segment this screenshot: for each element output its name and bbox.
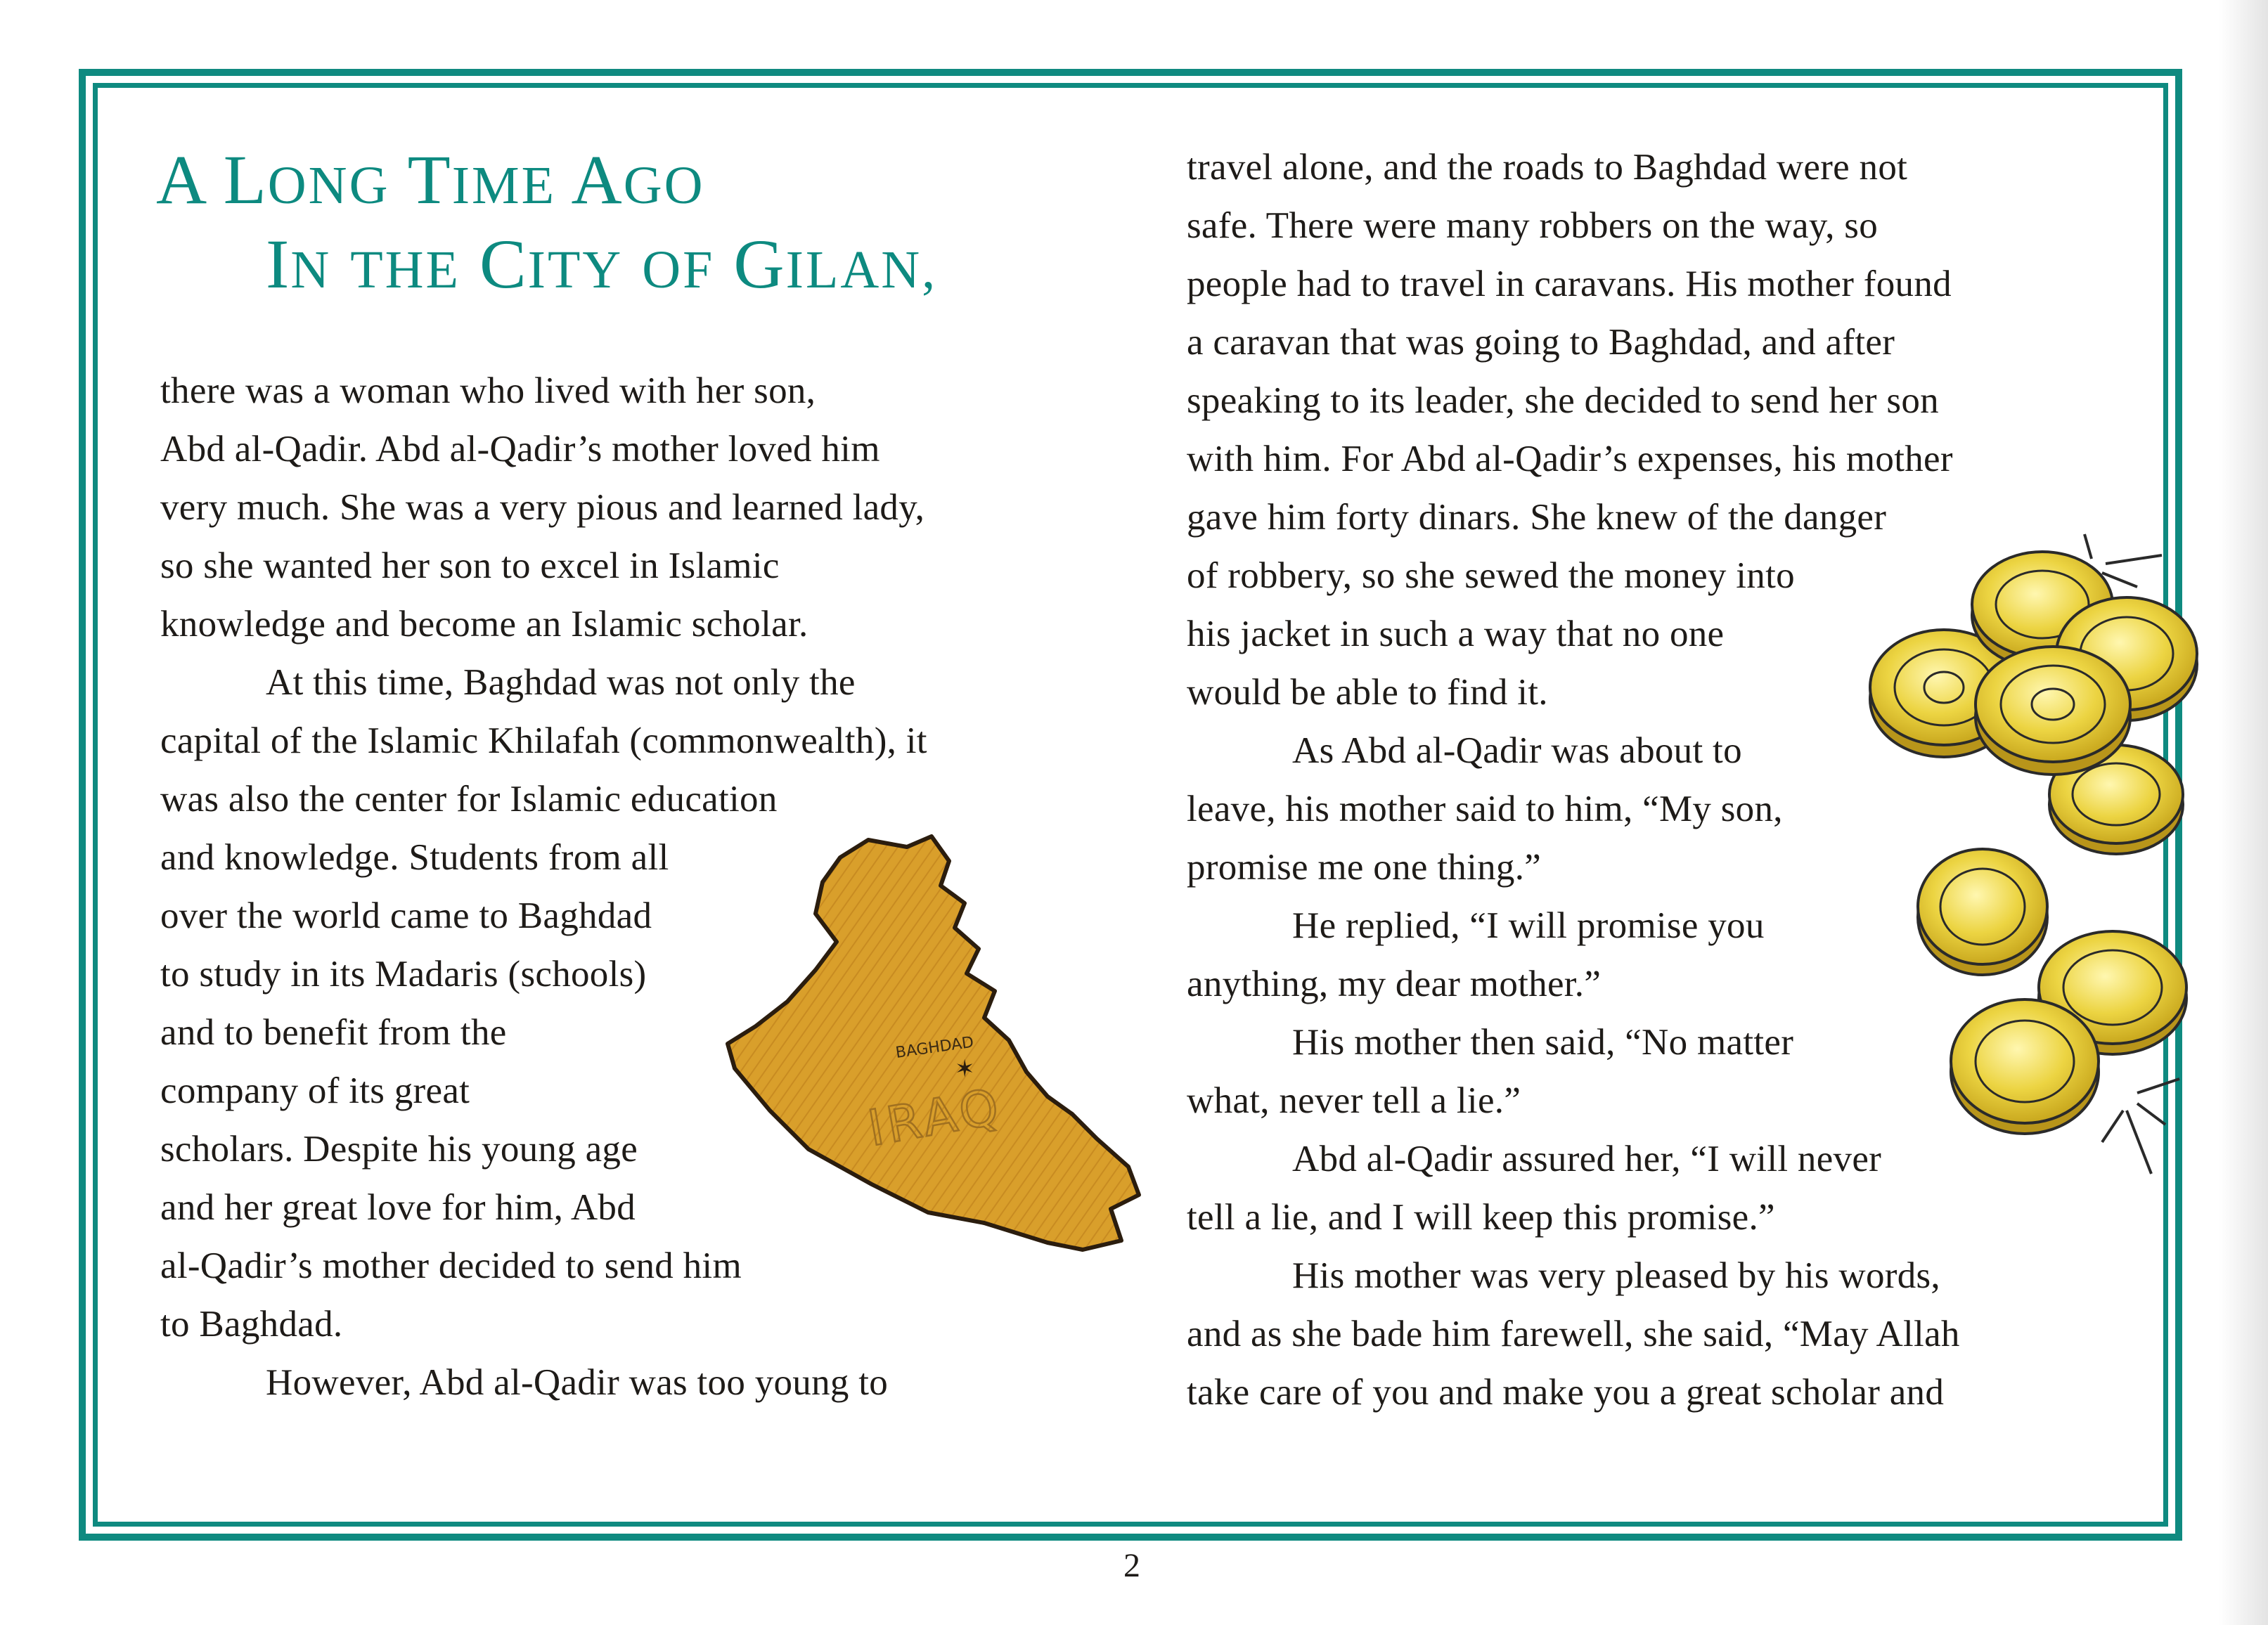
text-line: to study in its Madaris (schools) (160, 954, 647, 995)
text-line: anything, my dear mother.” (1187, 964, 1602, 1004)
text-line: Abd al-Qadir. Abd al-Qadir’s mother loved him (160, 429, 880, 470)
text-line: travel alone, and the roads to Baghdad were not (1187, 147, 1908, 188)
text-line: al-Qadir’s mother decided to send him (160, 1245, 742, 1286)
text-line: As Abd al-Qadir was about to (1292, 730, 1742, 771)
text-line: safe. There were many robbers on the way, so (1187, 205, 1879, 246)
text-line: Abd al-Qadir assured her, “I will never (1292, 1139, 1882, 1179)
iraq-map-illustration (717, 829, 1181, 1279)
text-line: would be able to find it. (1187, 672, 1548, 713)
text-line: there was a woman who lived with her son, (160, 370, 816, 411)
page-edge-shadow (2219, 0, 2268, 1625)
text-line: knowledge and become an Islamic scholar. (160, 604, 808, 645)
text-line: However, Abd al-Qadir was too young to (266, 1362, 889, 1403)
text-line: At this time, Baghdad was not only the (266, 662, 856, 703)
text-line: of robbery, so she sewed the money into (1187, 555, 1795, 596)
text-line: and knowledge. Students from all (160, 837, 669, 878)
sparkle-icon (2102, 1079, 2179, 1174)
text-line: His mother then said, “No matter (1292, 1022, 1794, 1063)
chapter-title-line-2: IN THE CITY OF GILAN, (266, 225, 938, 303)
text-line: people had to travel in caravans. His mother found (1187, 264, 1952, 304)
gold-coin-icon (1918, 849, 2047, 975)
text-line: to Baghdad. (160, 1304, 343, 1345)
text-line: and to benefit from the (160, 1012, 507, 1053)
text-line: so she wanted her son to excel in Islamic (160, 545, 780, 586)
gold-coin-icon (1976, 647, 2130, 775)
baghdad-star-icon: ✶ (955, 1055, 975, 1083)
text-line: take care of you and make you a great scholar and (1187, 1372, 1945, 1413)
text-line: gave him forty dinars. She knew of the danger (1187, 497, 1887, 538)
text-line: what, never tell a lie.” (1187, 1080, 1521, 1121)
text-line: speaking to its leader, she decided to send her son (1187, 380, 1939, 421)
gold-coins-illustration (1842, 506, 2208, 1195)
text-line: over the world came to Baghdad (160, 895, 652, 936)
text-line: and her great love for him, Abd (160, 1187, 636, 1228)
page-number: 2 (1123, 1547, 1140, 1584)
text-line: His mother was very pleased by his words, (1292, 1255, 1940, 1296)
text-line: very much. She was a very pious and learned lady, (160, 487, 925, 528)
text-line: company of its great (160, 1070, 470, 1111)
chapter-title-line-1: A LONG TIME AGO (156, 141, 705, 219)
map-country-label: IRAQ (863, 1077, 1007, 1158)
text-line: was also the center for Islamic education (160, 779, 778, 820)
text-line: leave, his mother said to him, “My son, (1187, 789, 1783, 829)
text-line: capital of the Islamic Khilafah (commonwealth), it (160, 720, 927, 761)
text-line: his jacket in such a way that no one (1187, 614, 1725, 654)
text-line: promise me one thing.” (1187, 847, 1542, 888)
text-line: and as she bade him farewell, she said, “May Allah (1187, 1314, 1960, 1354)
text-line: tell a lie, and I will keep this promise.” (1187, 1197, 1775, 1238)
map-city-label: BAGHDAD (894, 1033, 975, 1062)
text-line: a caravan that was going to Baghdad, and after (1187, 322, 1895, 363)
gold-coin-icon (1951, 999, 2099, 1134)
text-line: with him. For Abd al-Qadir’s expenses, his mother (1187, 439, 1953, 479)
text-line: scholars. Despite his young age (160, 1129, 638, 1170)
text-line: He replied, “I will promise you (1292, 905, 1765, 946)
